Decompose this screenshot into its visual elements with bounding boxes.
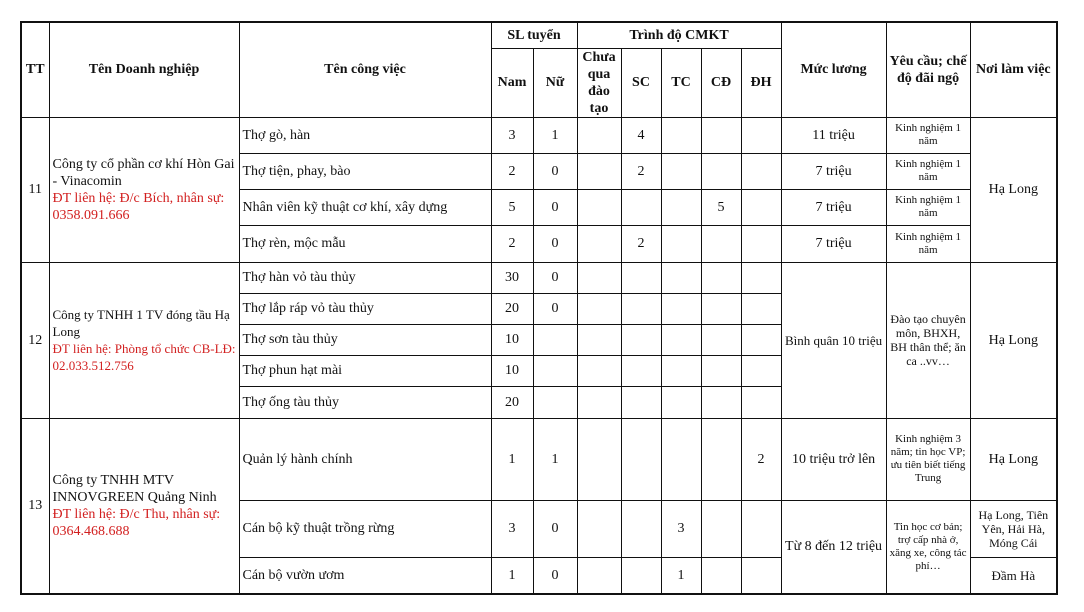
level-dh: [741, 557, 781, 594]
location: Hạ Long: [970, 418, 1057, 500]
level-tc: 1: [661, 557, 701, 594]
level-tc: [661, 293, 701, 324]
count-nu: 1: [533, 117, 577, 153]
row-tt: 12: [21, 262, 49, 418]
level-tc: [661, 386, 701, 418]
count-nam: 20: [491, 386, 533, 418]
level-chua: [577, 355, 621, 386]
requirements: Kinh nghiệm 1 năm: [886, 225, 970, 262]
count-nu: [533, 355, 577, 386]
level-sc: [621, 324, 661, 355]
level-dh: 2: [741, 418, 781, 500]
header-job: Tên công việc: [239, 22, 491, 117]
requirements: Tin học cơ bản; trợ cấp nhà ở, xăng xe, công tác phí…: [886, 500, 970, 594]
level-sc: [621, 386, 661, 418]
salary: 10 triệu trở lên: [781, 418, 886, 500]
header-row-1: [21, 22, 1057, 48]
level-cd: [701, 262, 741, 293]
job-title: Thợ hàn vỏ tàu thủy: [239, 262, 491, 293]
level-dh: [741, 500, 781, 557]
header-sc: SC: [621, 48, 661, 117]
job-title: Thợ lắp ráp vỏ tàu thủy: [239, 293, 491, 324]
salary: 7 triệu: [781, 225, 886, 262]
count-nu: 0: [533, 189, 577, 225]
header-chua-qua-dao-tao: Chưa qua đào tạo: [577, 48, 621, 117]
level-chua: [577, 293, 621, 324]
requirements: Đào tạo chuyên môn, BHXH, BH thân thể; ăn ca ..vv…: [886, 262, 970, 418]
row-tt: 11: [21, 117, 49, 262]
level-dh: [741, 117, 781, 153]
level-tc: [661, 189, 701, 225]
recruitment-table: [20, 21, 1058, 595]
job-title: Thợ gò, hàn: [239, 117, 491, 153]
count-nu: 0: [533, 262, 577, 293]
count-nam: 1: [491, 418, 533, 500]
job-title: Thợ phun hạt mài: [239, 355, 491, 386]
salary: 11 triệu: [781, 117, 886, 153]
level-cd: [701, 557, 741, 594]
level-tc: [661, 418, 701, 500]
count-nu: [533, 386, 577, 418]
header-nu: Nữ: [533, 48, 577, 117]
row-tt: 13: [21, 418, 49, 594]
count-nam: 2: [491, 225, 533, 262]
count-nu: 0: [533, 153, 577, 189]
company-name: Công ty TNHH 1 TV đóng tầu Hạ Long: [52, 307, 230, 339]
level-tc: [661, 324, 701, 355]
level-tc: [661, 153, 701, 189]
header-location: Nơi làm việc: [970, 22, 1057, 117]
level-dh: [741, 225, 781, 262]
level-sc: 4: [621, 117, 661, 153]
count-nam: 10: [491, 355, 533, 386]
level-dh: [741, 324, 781, 355]
level-cd: [701, 500, 741, 557]
header-company: Tên Doanh nghiệp: [49, 22, 239, 117]
count-nu: 0: [533, 293, 577, 324]
header-trinhdo-group: Trình độ CMKT: [577, 22, 781, 48]
location: Đầm Hà: [970, 557, 1057, 594]
requirements: Kinh nghiệm 1 năm: [886, 117, 970, 153]
count-nam: 3: [491, 500, 533, 557]
level-sc: [621, 262, 661, 293]
level-tc: [661, 117, 701, 153]
header-dh: ĐH: [741, 48, 781, 117]
count-nu: 0: [533, 557, 577, 594]
header-tt: TT: [21, 22, 49, 117]
count-nam: 3: [491, 117, 533, 153]
level-chua: [577, 117, 621, 153]
job-title: Thợ ống tàu thủy: [239, 386, 491, 418]
level-sc: [621, 500, 661, 557]
level-sc: [621, 418, 661, 500]
level-dh: [741, 355, 781, 386]
location: Hạ Long: [970, 262, 1057, 418]
level-sc: 2: [621, 153, 661, 189]
level-cd: [701, 153, 741, 189]
level-chua: [577, 418, 621, 500]
count-nu: 1: [533, 418, 577, 500]
count-nam: 10: [491, 324, 533, 355]
level-dh: [741, 386, 781, 418]
count-nam: 2: [491, 153, 533, 189]
company-cell: [49, 117, 239, 262]
count-nam: 20: [491, 293, 533, 324]
requirements: Kinh nghiệm 3 năm; tin học VP; ưu tiên biết tiếng Trung: [886, 418, 970, 500]
header-tc: TC: [661, 48, 701, 117]
level-tc: [661, 225, 701, 262]
requirements: Kinh nghiệm 1 năm: [886, 189, 970, 225]
level-cd: [701, 293, 741, 324]
level-dh: [741, 262, 781, 293]
job-title: Cán bộ kỹ thuật trồng rừng: [239, 500, 491, 557]
level-sc: [621, 355, 661, 386]
company-name: Công ty cổ phần cơ khí Hòn Gai - Vinacomin: [52, 156, 235, 189]
level-sc: [621, 557, 661, 594]
level-chua: [577, 324, 621, 355]
count-nu: 0: [533, 500, 577, 557]
company-cell: [49, 418, 239, 594]
company-contact: ĐT liên hệ: Đ/c Thu, nhân sự: 0364.468.688: [52, 506, 221, 539]
level-sc: [621, 189, 661, 225]
job-title: Thợ sơn tàu thủy: [239, 324, 491, 355]
count-nam: 1: [491, 557, 533, 594]
level-dh: [741, 153, 781, 189]
count-nam: 30: [491, 262, 533, 293]
level-tc: [661, 355, 701, 386]
table-row: [21, 262, 1057, 293]
location: Hạ Long: [970, 117, 1057, 262]
location: Hạ Long, Tiên Yên, Hải Hà, Móng Cái: [970, 500, 1057, 557]
level-dh: [741, 189, 781, 225]
level-cd: [701, 418, 741, 500]
salary: Từ 8 đến 12 triệu: [781, 500, 886, 594]
salary: 7 triệu: [781, 189, 886, 225]
header-salary: Mức lương: [781, 22, 886, 117]
level-cd: [701, 225, 741, 262]
level-chua: [577, 189, 621, 225]
count-nam: 5: [491, 189, 533, 225]
level-cd: [701, 355, 741, 386]
company-contact: ĐT liên hệ: Đ/c Bích, nhân sự: 0358.091.666: [52, 190, 225, 223]
job-title: Quản lý hành chính: [239, 418, 491, 500]
salary: Bình quân 10 triệu: [781, 262, 886, 418]
job-title: Cán bộ vườn ươm: [239, 557, 491, 594]
level-sc: [621, 293, 661, 324]
header-cd: CĐ: [701, 48, 741, 117]
count-nu: [533, 324, 577, 355]
level-cd: [701, 324, 741, 355]
salary: 7 triệu: [781, 153, 886, 189]
table-row: [21, 117, 1057, 153]
table-row: [21, 418, 1057, 500]
level-tc: [661, 262, 701, 293]
job-title: Thợ tiện, phay, bào: [239, 153, 491, 189]
level-sc: 2: [621, 225, 661, 262]
count-nu: 0: [533, 225, 577, 262]
level-tc: 3: [661, 500, 701, 557]
job-title: Thợ rèn, mộc mẫu: [239, 225, 491, 262]
level-cd: [701, 386, 741, 418]
header-nam: Nam: [491, 48, 533, 117]
header-requirements: Yêu cầu; chế độ đãi ngộ: [886, 22, 970, 117]
level-chua: [577, 500, 621, 557]
company-contact: ĐT liên hệ: Phòng tổ chức CB-LĐ: 02.033.512.756: [52, 341, 236, 373]
level-chua: [577, 153, 621, 189]
header-sl-group: SL tuyển: [491, 22, 577, 48]
requirements: Kinh nghiệm 1 năm: [886, 153, 970, 189]
company-name: Công ty TNHH MTV INNOVGREEN Quảng Ninh: [52, 472, 217, 505]
level-cd: [701, 117, 741, 153]
level-chua: [577, 557, 621, 594]
company-cell: [49, 262, 239, 418]
level-cd: 5: [701, 189, 741, 225]
level-dh: [741, 293, 781, 324]
job-title: Nhân viên kỹ thuật cơ khí, xây dựng: [239, 189, 491, 225]
level-chua: [577, 386, 621, 418]
level-chua: [577, 225, 621, 262]
level-chua: [577, 262, 621, 293]
